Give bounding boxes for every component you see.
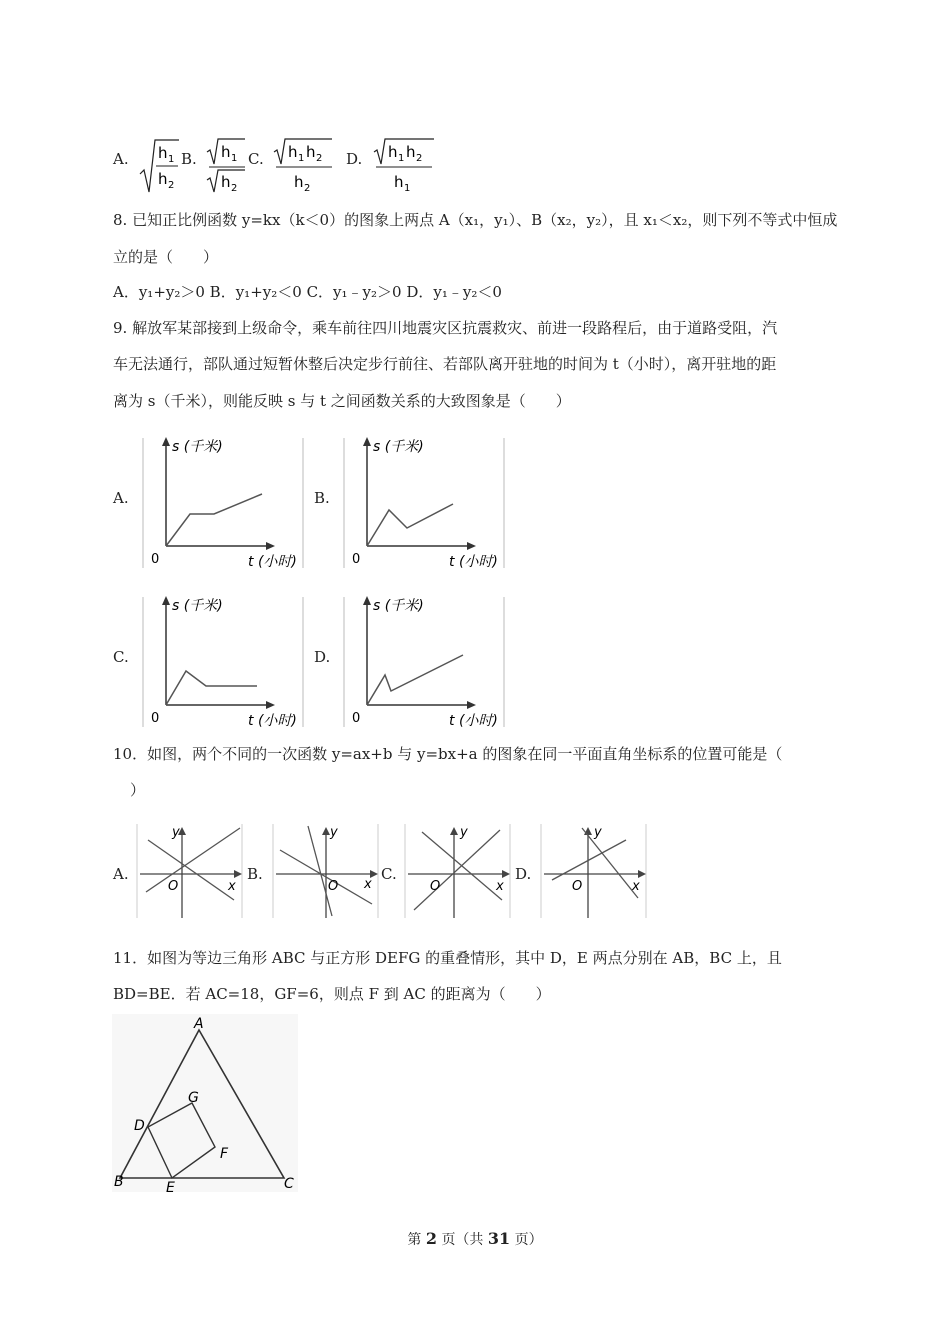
q10-c-y: y (460, 825, 468, 840)
q11-point-b: B (114, 1174, 124, 1190)
svg-text:2: 2 (316, 153, 323, 164)
q9-option-b-label: B. (314, 489, 330, 507)
q10-b-x: x (364, 877, 372, 892)
q9-graph-d (343, 593, 505, 729)
q10-option-a-label: A. (113, 865, 129, 883)
q9-d-origin: 0 (352, 711, 361, 726)
q10-d-x: x (632, 879, 640, 894)
q7-option-c-formula (272, 136, 334, 196)
q10-a-o: O (168, 879, 179, 894)
q10-graph-a (136, 822, 244, 920)
q9-a-x-axis-label: t (小时) (248, 554, 297, 570)
q8-options: A．y₁+y₂＞0 B．y₁+y₂＜0 C．y₁﹣y₂＞0 D．y₁﹣y₂＜0 (113, 283, 502, 301)
q11-point-d: D (134, 1118, 145, 1134)
q10-line2: ） (130, 781, 146, 799)
q10-option-c-label: C. (381, 865, 397, 883)
q9-a-y-axis-label: s (千米) (172, 439, 223, 455)
q11-point-e: E (166, 1180, 175, 1194)
q7-option-d-label: D. (346, 150, 363, 168)
q9-a-origin: 0 (151, 552, 160, 567)
svg-text:1: 1 (168, 154, 175, 165)
q10-d-y: y (594, 825, 602, 840)
q10-a-y: y (172, 825, 180, 840)
q9-c-y-axis-label: s (千米) (172, 598, 223, 614)
svg-text:h: h (388, 143, 398, 161)
q9-option-d-label: D. (314, 648, 331, 666)
svg-text:2: 2 (416, 153, 423, 164)
q9-c-x-axis-label: t (小时) (248, 713, 297, 729)
q9-line2: 车无法通行，部队通过短暂休整后决定步行前往、若部队离开驻地的时间为 t（小时），离开驻地的距 (113, 355, 777, 373)
q11-point-g: G (188, 1090, 199, 1106)
q9-b-y-axis-label: s (千米) (373, 439, 424, 455)
svg-text:h: h (221, 143, 231, 161)
footer-post: 页） (514, 1232, 543, 1248)
svg-text:2: 2 (231, 183, 238, 194)
q10-line1: 10．如图，两个不同的一次函数 y=ax+b 与 y=bx+a 的图象在同一平面直角坐标系的位置可能是（ (113, 745, 783, 763)
q9-d-x-axis-label: t (小时) (449, 713, 498, 729)
q7-option-a-formula (138, 136, 180, 196)
svg-text:h: h (288, 143, 298, 161)
q10-c-x: x (496, 879, 504, 894)
q8-line2: 立的是（ ） (113, 248, 219, 266)
svg-text:h: h (158, 170, 168, 188)
footer-page-number: 2 (425, 1229, 437, 1248)
q10-graph-c (404, 822, 512, 920)
q9-option-c-label: C. (113, 648, 129, 666)
svg-text:h: h (394, 173, 404, 191)
svg-text:h: h (406, 143, 416, 161)
footer-mid: 页（共 (441, 1232, 484, 1248)
q7-option-d-formula (372, 136, 436, 196)
q9-b-origin: 0 (352, 552, 361, 567)
q9-graph-c (142, 593, 304, 729)
svg-text:h: h (294, 173, 304, 191)
q10-c-o: O (430, 879, 441, 894)
q9-d-y-axis-label: s (千米) (373, 598, 424, 614)
footer-total-pages: 31 (487, 1229, 511, 1248)
q10-option-b-label: B. (247, 865, 263, 883)
svg-text:1: 1 (231, 153, 238, 164)
q11-point-f: F (220, 1146, 229, 1162)
q11-figure (110, 1012, 300, 1194)
svg-text:1: 1 (398, 153, 405, 164)
q10-d-o: O (572, 879, 583, 894)
q9-graph-b (343, 434, 505, 570)
q10-a-x: x (228, 879, 236, 894)
q9-graph-a (142, 434, 304, 570)
q9-option-a-label: A. (113, 489, 129, 507)
q7-option-c-label: C. (248, 150, 264, 168)
q7-option-b-formula (205, 136, 247, 196)
page-footer (0, 1229, 950, 1249)
footer-pre: 第 (407, 1232, 422, 1248)
q9-b-x-axis-label: t (小时) (449, 554, 498, 570)
svg-text:h: h (306, 143, 316, 161)
svg-text:1: 1 (298, 153, 305, 164)
q11-line1: 11．如图为等边三角形 ABC 与正方形 DEFG 的重叠情形，其中 D，E 两点分别在 AB，BC 上，且 (113, 949, 782, 967)
q9-line1: 9. 解放军某部接到上级命令，乘车前往四川地震灾区抗震救灾、前进一段路程后，由于道路受阻，汽 (113, 319, 778, 337)
q11-point-a: A (194, 1016, 204, 1032)
q9-c-origin: 0 (151, 711, 160, 726)
q9-line3: 离为 s（千米），则能反映 s 与 t 之间函数关系的大致图象是（ ） (113, 392, 571, 410)
svg-text:1: 1 (404, 183, 411, 194)
q10-graph-d (540, 822, 648, 920)
q7-option-b-label: B. (181, 150, 197, 168)
q7-a-h1: h (158, 144, 168, 162)
svg-text:2: 2 (304, 183, 311, 194)
q10-b-y: y (330, 825, 338, 840)
q10-option-d-label: D. (515, 865, 532, 883)
q11-point-c: C (284, 1176, 294, 1192)
q11-line2: BD=BE．若 AC=18，GF=6，则点 F 到 AC 的距离为（ ） (113, 985, 551, 1003)
svg-text:h: h (221, 173, 231, 191)
q8-line1: 8. 已知正比例函数 y=kx（k＜0）的图象上两点 A（x₁，y₁）、B（x₂，y₂），且 x₁＜x₂，则下列不等式中恒成 (113, 211, 838, 229)
q10-b-o: O (328, 879, 339, 894)
svg-text:2: 2 (168, 180, 175, 191)
q7-option-a-label: A. (113, 150, 129, 168)
q10-graph-b (272, 822, 380, 920)
